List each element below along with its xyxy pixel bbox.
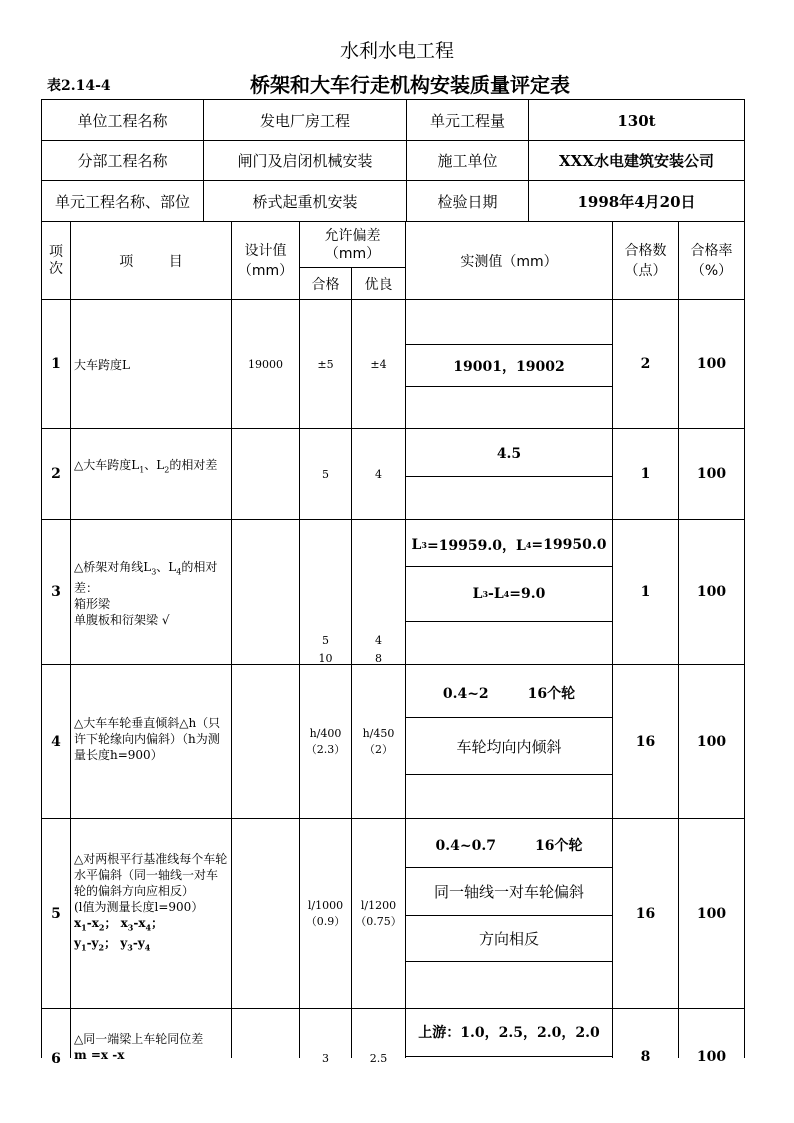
unit-quantity-value: 130t — [617, 111, 656, 130]
row-item: △大车车轮垂直倾斜△h（只许下轮缘向内偏斜）（h为测量长度h=900） — [74, 716, 221, 762]
row-good: 2.5 — [369, 1052, 388, 1065]
col-item: 项 目 — [119, 254, 183, 270]
row-rate: 100 — [696, 733, 727, 750]
divider — [405, 961, 612, 962]
row-measured: 4.5 — [496, 446, 522, 462]
row-count: 16 — [635, 905, 656, 922]
row-good: h/450（2） — [362, 726, 395, 756]
sub-project-label: 分部工程名称 — [77, 152, 168, 170]
row-design: 19000 — [248, 357, 283, 371]
row-measured: 方向相反 — [478, 930, 539, 948]
divider — [405, 386, 612, 387]
divider — [41, 221, 745, 222]
row-measured: 上游：1.0，2.5，2.0，2.0 — [418, 1025, 600, 1041]
row-count: 8 — [640, 1049, 651, 1065]
col-pass-rate: 合格率（%） — [690, 243, 733, 279]
col-measured: 实测值（mm） — [460, 254, 558, 270]
row-item: △对两根平行基准线每个车轮水平偏斜（同一轴线一对车轮的偏斜方向应相反） (l值为测量长度l=900） $x_1-x_2$； $x_3-x_4$； $y_1-y_2$； $y_3-y_4$ — [74, 852, 229, 953]
row-measured: 车轮均向内倾斜 — [456, 738, 562, 756]
row-good: 4 8 — [375, 634, 382, 665]
divider — [405, 566, 612, 567]
row-pass: 5 — [322, 467, 329, 481]
col-tolerance: 允许偏差（mm） — [324, 228, 381, 262]
row-measured: L 3 =19959.0，L 4 =19950.0 — [411, 537, 607, 554]
row-measured: 0.4~2 16个轮 — [442, 686, 576, 702]
row-pass: 5 10 — [318, 634, 333, 665]
divider — [405, 717, 612, 718]
row-item: 大车跨度L — [74, 357, 130, 372]
col-design: 设计值（mm） — [237, 243, 294, 279]
row-seq: 2 — [51, 466, 61, 482]
row-item: △桥架对角线$L_3$、$L_4$的相对差： 箱形梁 单腹板和衍架梁 √ — [74, 560, 218, 628]
divider — [405, 774, 612, 775]
element-value: 桥式起重机安装 — [252, 192, 358, 211]
row-item: △同一端梁上车轮同位差 m =x -x — [74, 1032, 204, 1062]
row-count: 1 — [640, 466, 651, 482]
row-rate: 100 — [696, 1049, 727, 1065]
row-good: l/1200（0.75） — [355, 898, 402, 928]
row-count: 1 — [640, 584, 651, 600]
row-good: 4 — [375, 467, 382, 481]
col-good: 优良 — [364, 276, 393, 293]
form-title: 桥架和大车行走机构安装质量评定表 — [250, 73, 570, 97]
row-seq: 1 — [51, 356, 61, 372]
row-pass: ±5 — [317, 357, 334, 371]
row-seq: 5 — [51, 905, 61, 922]
row-count: 16 — [635, 733, 656, 750]
row-rate: 100 — [696, 466, 727, 482]
col-pass: 合格 — [311, 276, 340, 293]
row-pass: 3 — [322, 1052, 329, 1065]
row-seq: 3 — [51, 584, 61, 600]
date-label: 检验日期 — [437, 192, 498, 211]
row-seq: 4 — [51, 733, 61, 750]
unit-project-value: 发电厂房工程 — [259, 112, 350, 130]
divider — [405, 476, 612, 477]
row-seq: 6 — [51, 1051, 61, 1067]
row-rate: 100 — [696, 584, 727, 600]
quality-table — [41, 99, 745, 1067]
form-code: 表2.14-4 — [47, 78, 111, 94]
border-right — [744, 100, 745, 1058]
row-pass: l/1000（0.9） — [305, 898, 346, 928]
unit-project-label: 单位工程名称 — [77, 112, 168, 130]
contractor-label: 施工单位 — [437, 152, 498, 170]
row-rate: 100 — [696, 356, 727, 372]
element-label: 单元工程名称、部位 — [54, 192, 190, 211]
row-item: △大车跨度$L_1$、$L_2$的相对差 — [74, 458, 218, 475]
divider — [70, 222, 71, 1058]
contractor-value: XXX水电建筑安装公司 — [559, 152, 714, 170]
row-measured: 0.4~0.7 16个轮 — [435, 837, 583, 854]
unit-quantity-label: 单元工程量 — [429, 112, 505, 130]
row-measured: 同一轴线一对车轮偏斜 — [433, 883, 584, 901]
row-rate: 100 — [696, 905, 727, 922]
sub-project-value: 闸门及启闭机械安装 — [237, 152, 373, 170]
col-pass-count: 合格数（点） — [624, 243, 667, 279]
col-seq: 项次 — [49, 244, 63, 277]
divider — [405, 1056, 612, 1057]
divider — [405, 621, 612, 622]
date-value: 1998年4月20日 — [577, 192, 696, 211]
row-count: 2 — [640, 356, 651, 372]
row-measured: 19001，19002 — [453, 358, 565, 375]
row-good: ±4 — [370, 357, 387, 371]
row-pass: h/400（2.3） — [305, 726, 346, 756]
divider — [41, 1008, 745, 1009]
row-measured: L 3 -L 4 =9.0 — [472, 586, 546, 602]
org-title: 水利水电工程 — [339, 40, 454, 62]
